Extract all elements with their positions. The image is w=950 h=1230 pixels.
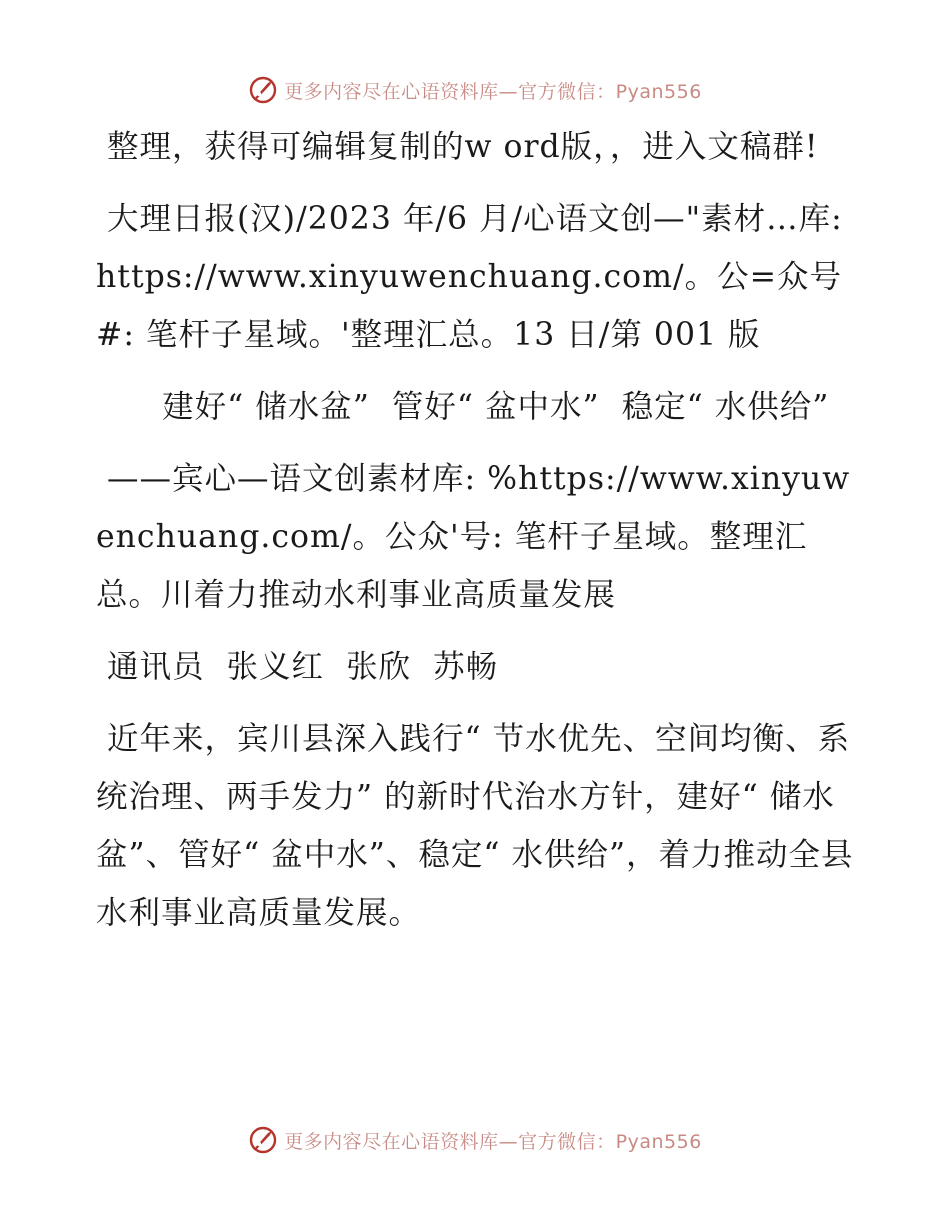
quill-pen-logo-icon (248, 75, 278, 105)
footer-watermark (0, 1120, 950, 1160)
document-body (96, 118, 856, 956)
paragraph-body: 近年来，宾川县深入践行“ 节水优先、空间均衡、系统治理、两手发力” 的新时代治水方针，建好“ 储水盆”、管好“ 盆中水”、稳定“ 水供给”，着力推动全县水利事业高质量发展。 (96, 721, 854, 931)
watermark-text: 更多内容尽在心语资料库—官方微信：Pyan556 (284, 80, 702, 103)
paragraph-intro: 整理，获得可编辑复制的w ord版，，进入文稿群! (96, 129, 819, 165)
byline: 通讯员 张义红 张欣 苏畅 (96, 649, 499, 685)
article-subtitle: ——宾心—语文创素材库: %https://www.xinyuwenchuang.com/。公众'号: 笔杆子星域。整理汇总。川着力推动水利事业高质量发展 (96, 461, 851, 613)
header-watermark (0, 70, 950, 110)
watermark-text: 更多内容尽在心语资料库—官方微信：Pyan556 (284, 1130, 702, 1153)
article-title: 建好“ 储水盆” 管好“ 盆中水” 稳定“ 水供给” (96, 389, 830, 425)
quill-pen-logo-icon (248, 1125, 278, 1155)
paragraph-source: 大理日报(汉)/2023 年/6 月/心语文创—"素材…库: https://www.xinyuwenchuang.com/。公=众号#: 笔杆子星域。'整理汇总。13 日/第 001 版 (96, 201, 854, 353)
